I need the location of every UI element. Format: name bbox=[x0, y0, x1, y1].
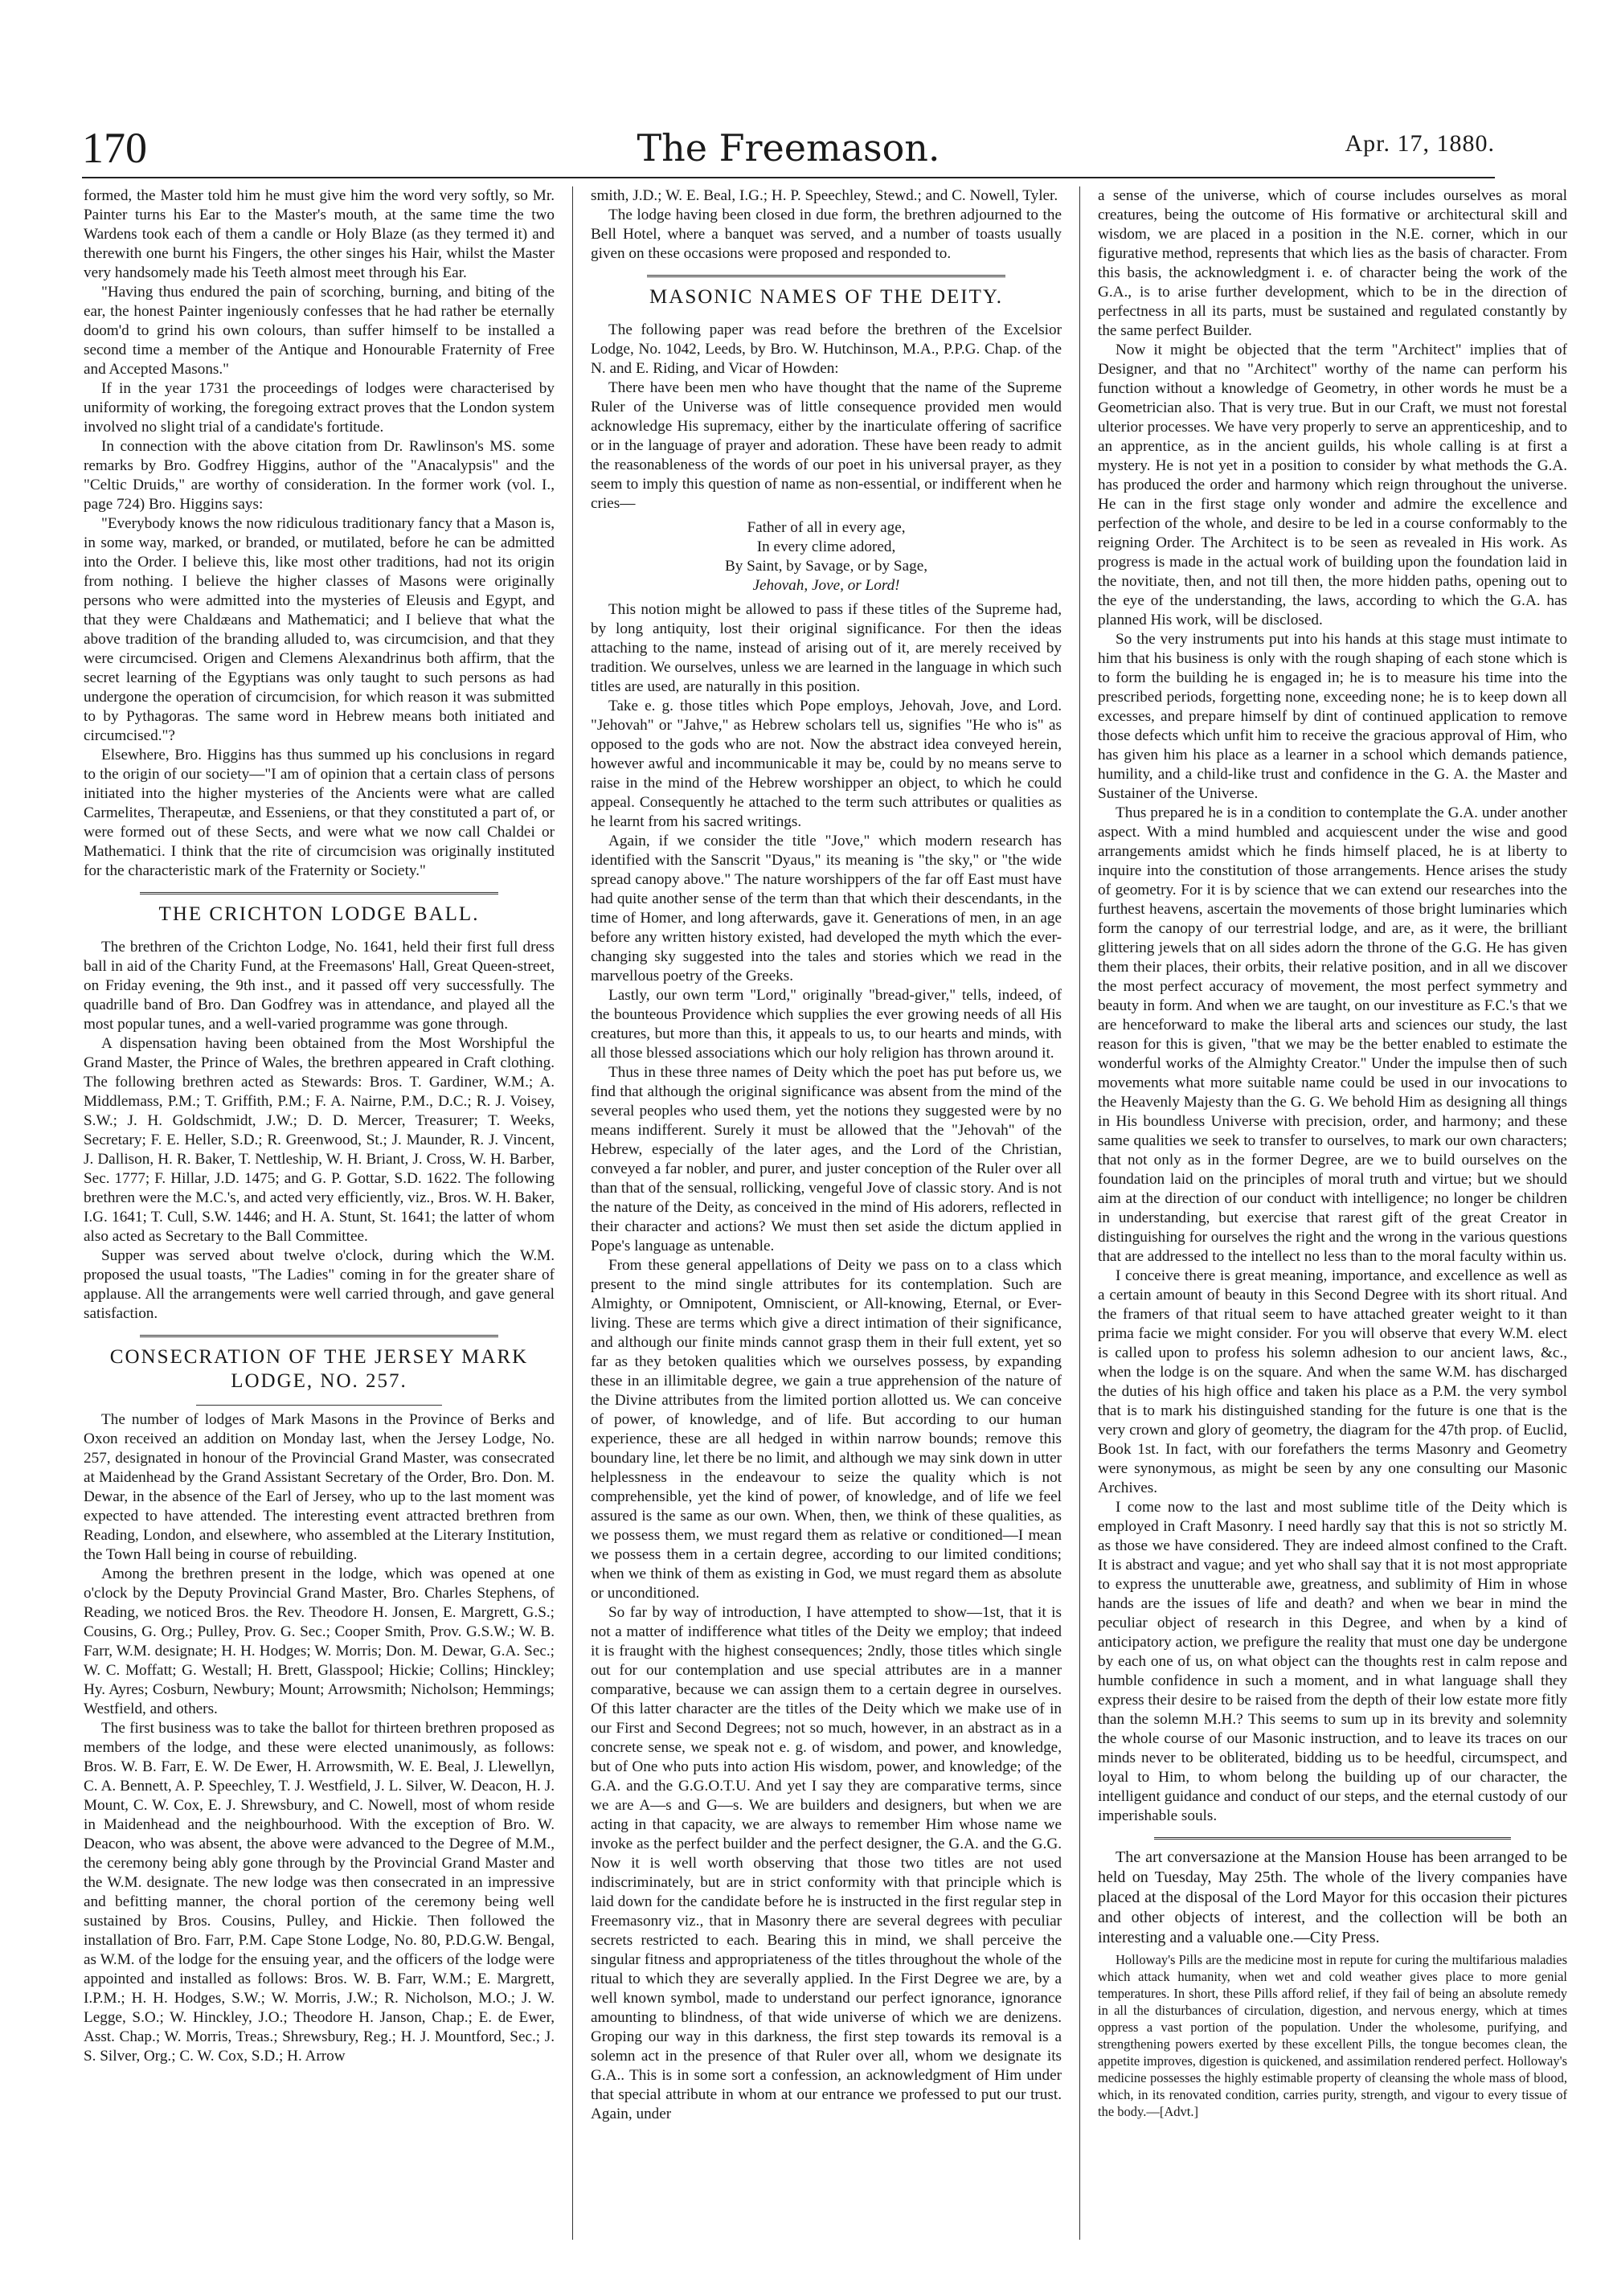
paragraph: Now it might be objected that the term "Architect" implies that of Designer, and that no "Architect" worthy of the name can perform his function without a knowledge of Geometry, in other words he must be a Geometrician also. That is very true. But in our Craft, we must not forestal ulterior processes. We have very properly to serve an apprenticeship, and to an apprentice, as in the ancient guilds, his whole calling is at first a mystery. He is not yet in a position to consider by what methods the G.A. has produced the order and harmony which reign throughout the universe. He can in the first stage only wonder and admire the excellence and perfection of the whole, and desire to be led in a course conformably to the reigning Order. The Architect is to be seen as revealed in His work. As progress is made in the actual work of building upon the foundation laid in the novitiate, then, and not till then, the more hidden paths, opening out to the eye of the understanding, the laws, according to which the G.A. has planned His work, will be disclosed. bbox=[1098, 342, 1567, 628]
paragraph: I conceive there is great meaning, importance, and excellence as well as a certain amount of beauty in this Second Degree with its short ritual. And the framers of that ritual seem to have attached greater weight to it than prima facie we might consider. For you will observe that every W.M. elect is called upon to profess his solemn adhesion to our ancient laws, &c., when the lodge is on the square. And when the same W.M. has discharged the duties of his high office and taken his place as a P.M. the very symbol that is to mark his distinguished standing for the future is one that is the very crown and glory of geometry, the diagram for the 47th prop. of Euclid, Book 1st. In fact, with our forefathers the terms Masonry and Geometry were synonymous, as might be seen by any one consulting our Masonic Archives. bbox=[1098, 1267, 1567, 1496]
paragraph: "Having thus endured the pain of scorching, burning, and biting of the ear, the honest Painter ingeniously confesses that he had rather be eternally doom'd to grind his own colours, than suffer himself to be installed a second time a member of the Antique and Honourable Fraternity of Free and Accepted Masons." bbox=[84, 284, 555, 378]
paragraph: The following paper was read before the brethren of the Excelsior Lodge, No. 1042, Leeds, by Bro. W. Hutchinson, M.A., P.P.G. Chap. of the N. and E. Riding, and Vicar of Howden: bbox=[591, 321, 1062, 377]
section-separator bbox=[196, 1405, 442, 1406]
paragraph: The brethren of the Crichton Lodge, No. 1641, held their first full dress ball in aid of the Charity Fund, at the Freemasons' Hall, Great Queen-street, on Friday evening, the 9th inst., and it passed off very successfully. The quadrille band of Bro. Dan Godfrey was in attendance, and played all the most popular tunes, and a well-varied programme was gone through. bbox=[84, 939, 555, 1033]
header-rule bbox=[82, 177, 1495, 178]
section-separator bbox=[647, 275, 1005, 277]
section-separator bbox=[140, 1335, 498, 1337]
paragraph: The first business was to take the ballot for thirteen brethren proposed as members of the lodge, and these were elected unanimously, as follows: Bros. W. B. Farr, E. W. De Ewer, H. Arrowsmith, W. E. Beal, J. Llewellyn, C. A. Bennett, A. P. Speechley, T. J. Westfield, J. L. Silver, W. Deacon, H. J. Mount, C. W. Cox, E. J. Shrewsbury, and C. Nowell, most of whom reside in Maidenhead and the neighbourhood. With the exception of Bro. W. Deacon, who was absent, the above were advanced to the Degree of M.M., the ceremony being ably gone through by the Provincial Grand Master and the W.M. designate. The new lodge was then consecrated in an impressive and befitting manner, the choral portion of the ceremony being well sustained by Bros. Cousins, Pulley, and Hickie. Then followed the installation of Bro. Farr, P.M. Cape Stone Lodge, No. 80, P.D.G.W. Bengal, as W.M. of the lodge for the ensuing year, and the officers of the lodge were appointed and installed as follows: Bros. W. B. Farr, W.M.; E. Margrett, I.P.M.; H. H. Hodges, S.W.; W. Morris, J.W.; R. Nicholson, M.O.; J. W. Legge, S.O.; W. Hinckley, J.O.; Theodore H. Janson, Chap.; E. de Ewer, Asst. Chap.; W. Morris, Treas.; Shrewsbury, Reg.; H. J. Mountford, Sec.; J. S. Silver, Org.; C. W. Cox, S.D.; H. Arrow bbox=[84, 1720, 555, 2065]
column-divider bbox=[1079, 186, 1080, 2240]
poem-line: Jehovah, Jove, or Lord! bbox=[752, 577, 900, 594]
paragraph: "Everybody knows the now ridiculous traditionary fancy that a Mason is, in some way, marked, or branded, or mutilated, before he can be admitted into the Order. I believe this, like most other traditions, had not its origin from nothing. I believe the higher classes of Masons were originally persons who were admitted into the mysteries of Eleusis and Egypt, and that they were Chaldæans and Mathematici; and I believe that what the above tradition of the branding alluded to, was circumcision, and that they were circumcised. Origen and Clemens Alexandrinus both affirm, that the secret learning of the Egyptians was only taught to such persons as had undergone the operation of circumcision, for which reason it was submitted to by Pythagoras. The same word in Hebrew means both initiated and circumcised."? bbox=[84, 515, 555, 744]
issue-date: Apr. 17, 1880. bbox=[1345, 130, 1495, 157]
paragraph: Thus in these three names of Deity which the poet has put before us, we find that although the original significance was absent from the mind of the several peoples who used them, yet the notions they suggested were by no means indifferent. Surely it must be allowed that the "Jehovah" of the Hebrew, especially of the later ages, and the Lord of the Christian, conveyed a far nobler, and purer, and juster conception of the Ruler over all than that of the sensual, rollicking, vengeful Jove of classic story. And is not the nature of the Deity, as conceived in the mind of His adorers, reflected in their character and actions? We must then set aside the dictum applied in Pope's language as untenable. bbox=[591, 1064, 1062, 1254]
paragraph: If in the year 1731 the proceedings of lodges were characterised by uniformity of working, the foregoing extract proves that the London system involved no slight trial of a candidate's fortitude. bbox=[84, 380, 555, 436]
paragraph: A dispensation having been obtained from the Most Worshipful the Grand Master, the Prince of Wales, the brethren appeared in Craft clothing. The following brethren acted as Stewards: Bros. T. Gardiner, W.M.; A. Middlemass, P.M.; T. Griffith, P.M.; F. A. Nairne, P.M., D.C.; R. J. Voisey, S.W.; J. H. Goldschmidt, J.W.; D. D. Mercer, Treasurer; T. Weeks, Secretary; F. E. Heller, S.D.; R. Greenwood, St.; J. Maunder, R. J. Vincent, J. Dallison, H. R. Baker, T. Nettleship, W. H. Briant, J. Cross, W. H. Barber, Sec. 1777; F. Hillar, J.D. 1475; and G. P. Gottar, S.D. 1622. The following brethren were the M.C.'s, and acted very efficiently, viz., Bros. W. H. Baker, I.G. 1641; T. Cull, S.W. 1446; and H. A. Stunt, St. 1641; the latter of whom also acted as Secretary to the Ball Committee. bbox=[84, 1035, 555, 1245]
poem-line: By Saint, by Savage, or by Sage, bbox=[724, 558, 928, 575]
paragraph: Elsewhere, Bro. Higgins has thus summed up his conclusions in regard to the origin of our society—"I am of opinion that a certain class of persons initiated into the higher mysteries of the Ancients were what are called Carmelites, Therapeutæ, and Esseniens, or that they constituted a part of, or were formed out of these Sects, and were what we now call Chaldei or Mathematici. I think that the rite of circumcision was originally instituted for the characteristic mark of the Fraternity or Society." bbox=[84, 747, 555, 879]
advertisement-holloway: Holloway's Pills are the medicine most in repute for curing the multifarious maladies which attack humanity, when wet and cold weather gives place to more genial temperatures. In short, these Pills afford relief, if they fail of being an absolute remedy in all the disturbances of circulation, digestion, and nervous energy, which at times oppress a vast portion of the population. Under the wholesome, purifying, and strengthening powers exerted by these excellent Pills, the tongue becomes clean, the appetite improves, digestion is quickened, and assimilation rendered perfect. Holloway's medicine possesses the highly estimable property of cleansing the whole mass of blood, which, in its renovated condition, carries purity, strength, and vigour to every tissue of the body.—[Advt.] bbox=[1098, 1952, 1567, 2119]
paragraph: Lastly, our own term "Lord," originally "bread-giver," tells, indeed, of the bounteous Providence which supplies the ever growing needs of all His creatures, but more than this, it appeals to us, to our hearts and minds, with all those blessed associations which our holy religion has thrown around it. bbox=[591, 987, 1062, 1062]
paragraph: Supper was served about twelve o'clock, during which the W.M. proposed the usual toasts, "The Ladies" coming in for the greater share of applause. All the arrangements were well carried through, and gave general satisfaction. bbox=[84, 1247, 555, 1322]
paragraph: From these general appellations of Deity we pass on to a class which present to the mind single attributes for its contemplation. Such are Almighty, or Omnipotent, Omniscient, or All-knowing, Eternal, or Ever-living. These are terms which give a direct intimation of their significance, and although our finite minds cannot grasp them in their full extent, yet so far as they betoken qualities which we ourselves possess, by expanding these in an illimitable degree, we gain a true apprehension of the nature of the Divine attributes from the limited portion allotted us. We can conceive of power, of knowledge, and of life. But according to our human experience, these are all hedged in within narrow bounds; remove this boundary line, let there be no limit, and although we may sink down in utter helplessness in the endeavour to seize the quality which is not comprehensible, yet the kind of power, of knowledge, and of life we feel assured is the same as our own. When, then, we think of these qualities, as we possess them, we must regard them as relative or conditioned—I mean we possess them in a certain degree, according to our limited conditions; when we think of them as existing in God, we must regard them as absolute or unconditioned. bbox=[591, 1257, 1062, 1602]
paragraph: Thus prepared he is in a condition to contemplate the G.A. under another aspect. With a mind humbled and acquiescent under the wise and good arrangements amidst which he finds himself placed, he is at liberty to inquire into the constitution of those arrangements. Hence arises the study of geometry. For it is by science that we can extend our researches into the furthest heavens, ascertain the movements of those bright luminaries which form the canopy of our terrestrial lodge, and are, as it were, the brilliant glittering jewels that on all sides adorn the throne of the G.G. He has given them their places, their orbits, their relative position, and in all we discover the most perfect accuracy of movement, the most perfect symmetry and beauty in form. And when we are taught, on our investiture as F.C.'s that we are henceforward to make the liberal arts and sciences our study, the last reason for this is given, "that we may be the better enabled to estimate the wonderful works of the Almighty Creator." Under the impulse then of such movements what more suitable name could be used in our invocations to the Heavenly Majesty than the G. G. We behold Him as designing all things in His boundless Universe with precision, order, and harmony; and these same qualities we seek to transfer to ourselves, to mark our own characters; that not only as in the former Degree, are we to build ourselves on the foundation laid on the principles of moral truth and virtue; but we should aim at the direction of our conduct with intelligence; no longer be children in understanding, but exercise that rarest gift of the great Creator in distinguishing for ourselves the right and the wrong in the various questions that are addressed to the intellect no less than to the moral faculty within us. bbox=[1098, 804, 1567, 1265]
paragraph: Among the brethren present in the lodge, which was opened at one o'clock by the Deputy Provincial Grand Master, Bro. Charles Stephens, of Reading, we noticed Bros. the Rev. Theodore H. Jonsen, E. Margrett, G.S.; Cousins, G. Org.; Pulley, Prov. G. Sec.; Cooper Smith, Prov. G.S.W.; W. B. Farr, W.M. designate; H. H. Hodges; W. Morris; Don. M. Dewar, G.A. Sec.; W. C. Moffatt; G. Westall; H. Brett, Glasspool; Hickie; Collins; Hinckley; Hy. Ayres; Cosburn, Newbury; Mount; Arrowsmith; Nicholson; Hemmings; Westfield, and others. bbox=[84, 1565, 555, 1717]
article-heading-masonic-names: MASONIC NAMES OF THE DEITY. bbox=[649, 286, 1003, 308]
poem-line: Father of all in every age, bbox=[747, 519, 906, 536]
masthead-title: The Freemason. bbox=[637, 126, 940, 170]
paragraph: smith, J.D.; W. E. Beal, I.G.; H. P. Speechley, Stewd.; and C. Nowell, Tyler. bbox=[591, 187, 1058, 204]
paragraph: The number of lodges of Mark Masons in the Province of Berks and Oxon received an addition on Monday last, when the Jersey Lodge, No. 257, designated in honour of the Provincial Grand Master, was consecrated at Maidenhead by the Grand Assistant Secretary of the Order, Bro. Don. M. Dewar, in the absence of the Earl of Jersey, who up to the last moment was expected to have attended. The interesting event attracted brethren from Reading, London, and elsewhere, who assembled at the Literary Institution, the Town Hall being in course of rebuilding. bbox=[84, 1411, 555, 1563]
paragraph: The lodge having been closed in due form, the brethren adjourned to the Bell Hotel, where a banquet was served, and a number of toasts usually given on these occasions were proposed and responded to. bbox=[591, 207, 1062, 262]
article-heading-crichton: THE CRICHTON LODGE BALL. bbox=[158, 903, 480, 925]
paragraph: I come now to the last and most sublime title of the Deity which is employed in Craft Masonry. I need hardly say that this is not so strictly M. as those we have considered. They are indeed almost confined to the Craft. It is abstract and vague; and yet who shall say that it is not most appropriate to express the unutterable awe, greatness, and sublimity of Him in whose hands are the issues of life and death? and when we bear in mind the peculiar object of research in this Degree, and when by a kind of anticipatory action, we prefigure the reality that must one day be undergone by each one of us, on what object can the thoughts rest in calm repose and humble confidence in such a moment, and in what language shall they express their desire to be raised from the depth of their low estate more fitly than the solemn M.H.? This seems to sum up in its brevity and solemnity the whole course of our Masonic instruction, and to leave its traces on our minds never to be obliterated, bidding us to be heedful, circumspect, and loyal to Him, to whom belong the building up of our character, the intelligent guidance and conduct of our steps, and the eternal custody of our imperishable souls. bbox=[1098, 1499, 1567, 1824]
poem-line: In every clime adored, bbox=[756, 538, 896, 555]
column-2 bbox=[591, 186, 1062, 2244]
column-1 bbox=[84, 186, 555, 2244]
column-3 bbox=[1098, 186, 1567, 2244]
paragraph: There have been men who have thought that the name of the Supreme Ruler of the Universe was of little consequence provided men would acknowledge His supremacy, either by the inarticulate offering of sacrifice or in the language of prayer and adoration. These have been ready to admit the reasonableness of the words of our poet in his universal prayer, as they seem to imply this question of name as non-essential, or indifferent when he cries— bbox=[591, 379, 1062, 512]
page-header bbox=[82, 121, 1495, 185]
poem-quote bbox=[591, 518, 1062, 595]
paragraph: So far by way of introduction, I have attempted to show—1st, that it is not a matter of indifference what titles of the Deity we employ; that indeed it is fraught with the highest consequences; 2ndly, those titles which single out for our contemplation and use special attributes are in a manner comparative, because we can assign them to a certain degree in ourselves. Of this latter character are the titles of the Deity which we make use of in our First and Second Degrees; not so much, however, in an abstract as in a concrete sense, we speak not e. g. of wisdom, and power, and knowledge, but of One who puts into action His wisdom, power, and knowledge; of the G.A. and the G.G.O.T.U. And yet I say they are comparative terms, since we are A—s and G—s. We are builders and designers, but when we are acting in that capacity, we are always to remember Him whose name we invoke as the perfect builder and the perfect designer, the G.A. and the G.G. Now it is well worth observing that those two titles are not used indiscriminately, but are in strict conformity with that principle which is laid down for the candidate before he is instructed in the first regular step in Freemasonry viz., that in Masonry there are several degrees with peculiar secrets restricted to each. Bearing this in mind, we shall perceive the singular fitness and appropriateness of the titles throughout the whole of the ritual to which they are severally applied. In the First Degree we are, by a well known symbol, made to understand our perfect ignorance, ignorance amounting to blindness, of that wide universe of which we are denizens. Groping our way in this darkness, the first step towards its removal is a solemn act in the presence of that Ruler over all, whom we designate its G.A.. This is in some sort a confession, an acknowledgment of Him under that special attribute in whom at our entrance we professed to put our trust. Again, under bbox=[591, 1604, 1062, 2122]
paragraph: In connection with the above citation from Dr. Rawlinson's MS. some remarks by Bro. Godfrey Higgins, author of the "Anacalypsis" and the "Celtic Druids," are worthy of consideration. In the former work (vol. I., page 724) Bro. Higgins says: bbox=[84, 438, 555, 513]
section-separator bbox=[1154, 1837, 1511, 1840]
column-divider bbox=[572, 186, 573, 2240]
paragraph: So the very instruments put into his hands at this stage must intimate to him that his business is only with the rough shaping of each stone which is to form the building he is engaged in; he is to measure his time into the prescribed periods, forgetting none, exceeding none; he is to keep down all excesses, and prepare himself by dint of continued application to remove those defects which unfit him to receive the gracious approval of Him, who has given him his place as a learner in a school which demands patience, humility, and a child-like trust and confidence in the G. A. the Master and Sustainer of the Universe. bbox=[1098, 631, 1567, 802]
article-heading-jersey-mark: CONSECRATION OF THE JERSEY MARK LODGE, NO. 257. bbox=[109, 1346, 529, 1392]
news-note-mansion-house: The art conversazione at the Mansion House has been arranged to be held on Tuesday, May 25th. The whole of the livery companies have placed at the disposal of the Lord Mayor for this occasion their pictures and other objects of interest, and the collection will be both an interesting and a valuable one.—City Press. bbox=[1098, 1848, 1567, 1946]
paragraph: Again, if we consider the title "Jove," which modern research has identified with the Sanscrit "Dyaus," its meaning is "the sky," or "the wide spread canopy above." The nature worshippers of the far off East must have had quite another sense of the term than that which their descendants, in the time of Homer, and long afterwards, gave it. Generations of men, in an age before any written history existed, had developed the myth which the ever-changing sky suggested into the tales and stories which we read in the marvellous poetry of the Greeks. bbox=[591, 833, 1062, 984]
paragraph: This notion might be allowed to pass if these titles of the Supreme had, by long antiquity, lost their original significance. For then the ideas attaching to the name, instead of arising out of it, are merely received by tradition. We ourselves, unless we are learned in the language in which such titles are used, are naturally in this position. bbox=[591, 601, 1062, 695]
section-separator bbox=[140, 892, 498, 894]
paragraph: a sense of the universe, which of course includes ourselves as moral creatures, being the outcome of His formative or architectural skill and wisdom, we are placed in a position in the N.E. corner, which in our figurative method, represents that which lies as the basis of character. From this basis, the acknowledgment i. e. of character being the work of the G.A., is to arise further development, which to be in the direction of perfectness in all its parts, must be sustained and regulated constantly by the same perfect Builder. bbox=[1098, 187, 1567, 339]
page-number: 170 bbox=[82, 124, 147, 172]
paragraph: formed, the Master told him he must give him the word very softly, so Mr. Painter turns his Ear to the Master's mouth, at the same time the two Wardens took each of them a candle or Holy Blaze (as they termed it) and therewith one burnt his Fingers, the other singes his Hair, whilst the Master very handsomely made his Teeth almost meet through his Ear. bbox=[84, 187, 555, 281]
paragraph: Take e. g. those titles which Pope employs, Jehovah, Jove, and Lord. "Jehovah" or "Jahve," as Hebrew scholars tell us, signifies "He who is" as opposed to the gods who are not. Now the abstract idea conveyed herein, however awful and incommunicable it may be, could by no means serve to raise in the mind of the Hebrew worshipper an object, to which he could appeal. Consequently he attached to the term such attributes or qualities as he learnt from his sacred writings. bbox=[591, 698, 1062, 830]
